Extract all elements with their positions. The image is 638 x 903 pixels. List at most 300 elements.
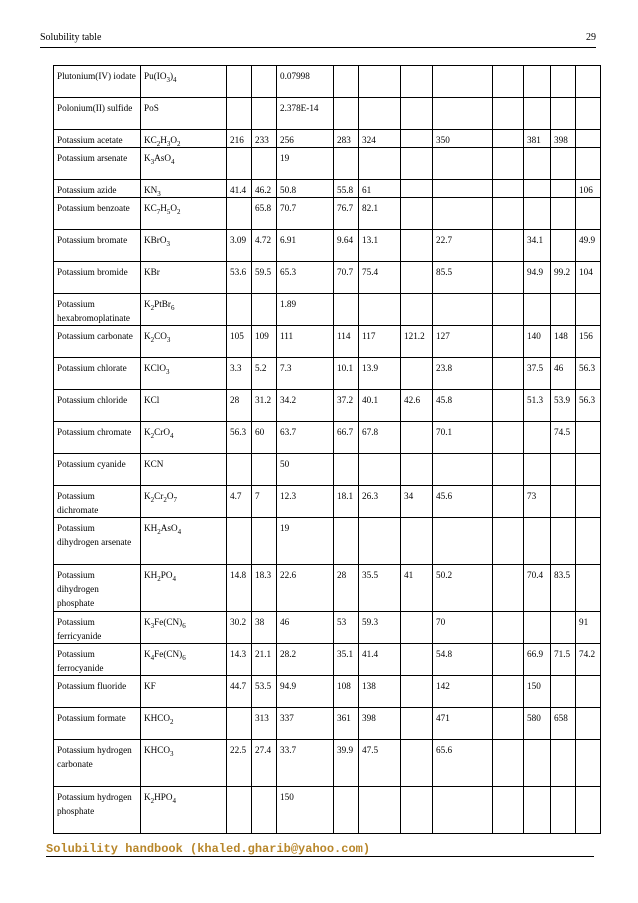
solubility-value (524, 740, 551, 787)
compound-formula (141, 644, 227, 676)
solubility-value: 71.5 (551, 644, 576, 676)
solubility-value (433, 148, 493, 180)
solubility-value: 233 (252, 130, 277, 148)
solubility-value (576, 676, 601, 708)
formula-subscript: 3 (170, 750, 174, 758)
solubility-value (334, 66, 359, 98)
solubility-value: 381 (524, 130, 551, 148)
solubility-value: 658 (551, 708, 576, 740)
solubility-value (334, 518, 359, 565)
formula-part: O (170, 135, 178, 145)
solubility-value: 54.8 (433, 644, 493, 676)
table-row (54, 230, 601, 262)
solubility-value: 34.1 (524, 230, 551, 262)
solubility-value (227, 148, 252, 180)
solubility-value (551, 676, 576, 708)
solubility-value (524, 66, 551, 98)
solubility-value (401, 180, 433, 198)
solubility-value (576, 740, 601, 787)
solubility-value (551, 98, 576, 130)
solubility-value (252, 148, 277, 180)
solubility-value (401, 230, 433, 262)
compound-formula (141, 708, 227, 740)
compound-name: Potassium ferricyanide (54, 612, 141, 644)
formula-part: K (144, 153, 151, 163)
solubility-value: 0.07998 (277, 66, 334, 98)
solubility-value (576, 198, 601, 230)
solubility-value (433, 198, 493, 230)
formula-subscript: 7 (173, 496, 177, 504)
solubility-value: 76.7 (334, 198, 359, 230)
solubility-value (334, 294, 359, 326)
solubility-value (493, 787, 524, 834)
solubility-value (551, 612, 576, 644)
formula-part: CrO (154, 427, 170, 437)
solubility-value (524, 198, 551, 230)
solubility-value: 70.7 (277, 198, 334, 230)
solubility-value (401, 676, 433, 708)
formula-subscript: 2 (177, 208, 181, 216)
compound-formula (141, 422, 227, 454)
solubility-value (227, 454, 252, 486)
compound-name: Potassium benzoate (54, 198, 141, 230)
solubility-value: 94.9 (524, 262, 551, 294)
formula-part: KBr (144, 267, 160, 277)
solubility-value: 10.1 (334, 358, 359, 390)
solubility-value: 138 (359, 676, 401, 708)
table-row (54, 708, 601, 740)
formula-part: Fe(CN) (154, 649, 183, 659)
compound-name: Potassium ferrocyanide (54, 644, 141, 676)
solubility-value (493, 644, 524, 676)
formula-part: Fe(CN) (154, 617, 183, 627)
solubility-value: 34.2 (277, 390, 334, 422)
solubility-value: 23.8 (433, 358, 493, 390)
solubility-value: 350 (433, 130, 493, 148)
formula-part: K (144, 299, 151, 309)
solubility-value: 580 (524, 708, 551, 740)
solubility-value (401, 708, 433, 740)
solubility-value (334, 98, 359, 130)
solubility-value (524, 518, 551, 565)
table-row (54, 66, 601, 98)
formula-part: KH (144, 523, 158, 533)
formula-subscript: 4 (177, 528, 182, 536)
compound-formula (141, 676, 227, 708)
solubility-value: 31.2 (252, 390, 277, 422)
solubility-value (576, 130, 601, 148)
solubility-value (401, 358, 433, 390)
solubility-value: 14.3 (227, 644, 252, 676)
formula-subscript: 4 (150, 654, 155, 662)
formula-part: KC (144, 135, 157, 145)
solubility-value: 37.2 (334, 390, 359, 422)
compound-name: Potassium cyanide (54, 454, 141, 486)
compound-formula (141, 326, 227, 358)
solubility-value (252, 294, 277, 326)
solubility-value (493, 130, 524, 148)
solubility-value: 74.2 (576, 644, 601, 676)
solubility-value: 21.1 (252, 644, 277, 676)
compound-formula (141, 198, 227, 230)
table-row (54, 787, 601, 834)
solubility-value (576, 486, 601, 518)
solubility-value: 9.64 (334, 230, 359, 262)
compound-name: Potassium chloride (54, 390, 141, 422)
solubility-value (433, 294, 493, 326)
solubility-value (227, 294, 252, 326)
formula-subscript: 4 (171, 158, 175, 166)
formula-part: AsO (160, 523, 178, 533)
compound-name: Potassium bromate (54, 230, 141, 262)
formula-subscript: 3 (166, 240, 170, 248)
formula-subscript: 4 (172, 575, 177, 583)
solubility-value (493, 230, 524, 262)
solubility-value: 70.7 (334, 262, 359, 294)
solubility-value: 1.89 (277, 294, 334, 326)
solubility-value: 156 (576, 326, 601, 358)
solubility-value: 49.9 (576, 230, 601, 262)
compound-formula (141, 294, 227, 326)
header-divider (40, 47, 596, 48)
compound-name: Potassium hydrogen phosphate (54, 787, 141, 834)
formula-subscript: 5 (166, 208, 171, 216)
solubility-value: 42.6 (401, 390, 433, 422)
solubility-value: 53 (334, 612, 359, 644)
solubility-value (227, 518, 252, 565)
solubility-value: 398 (359, 708, 401, 740)
compound-formula (141, 130, 227, 148)
solubility-value (493, 358, 524, 390)
solubility-value (493, 676, 524, 708)
solubility-value (227, 198, 252, 230)
solubility-value: 28.2 (277, 644, 334, 676)
solubility-value: 73 (524, 486, 551, 518)
solubility-value (401, 294, 433, 326)
solubility-value (493, 98, 524, 130)
compound-name: Potassium hydrogen carbonate (54, 740, 141, 787)
solubility-value: 46.2 (252, 180, 277, 198)
table-row (54, 390, 601, 422)
table-row (54, 326, 601, 358)
formula-subscript: 2 (157, 575, 161, 583)
solubility-value (493, 454, 524, 486)
formula-part: ) (169, 71, 174, 81)
solubility-value (359, 294, 401, 326)
solubility-value: 7 (252, 486, 277, 518)
solubility-value: 40.1 (359, 390, 401, 422)
solubility-value (359, 787, 401, 834)
solubility-value: 22.5 (227, 740, 252, 787)
solubility-value: 99.2 (551, 262, 576, 294)
formula-subscript: 2 (177, 140, 181, 148)
formula-subscript: 4 (169, 432, 174, 440)
solubility-value: 30.2 (227, 612, 252, 644)
solubility-value: 28 (334, 565, 359, 612)
solubility-value: 13.1 (359, 230, 401, 262)
formula-part: K (144, 792, 151, 802)
compound-name: Potassium dihydrogen phosphate (54, 565, 141, 612)
formula-part: K (144, 649, 151, 659)
solubility-value: 22.6 (277, 565, 334, 612)
solubility-value (493, 294, 524, 326)
solubility-value: 94.9 (277, 676, 334, 708)
solubility-value (401, 130, 433, 148)
solubility-value (433, 180, 493, 198)
compound-formula (141, 180, 227, 198)
solubility-value (493, 326, 524, 358)
solubility-value: 18.1 (334, 486, 359, 518)
solubility-value: 41.4 (359, 644, 401, 676)
formula-part: HPO (154, 792, 173, 802)
solubility-value: 65.3 (277, 262, 334, 294)
solubility-value (401, 66, 433, 98)
solubility-value: 361 (334, 708, 359, 740)
formula-part: O (170, 203, 178, 213)
formula-subscript: 3 (166, 336, 171, 344)
compound-name: Plutonium(IV) iodate (54, 66, 141, 98)
solubility-value: 35.1 (334, 644, 359, 676)
compound-name: Potassium chlorate (54, 358, 141, 390)
solubility-value (359, 98, 401, 130)
formula-part: KHCO (144, 713, 171, 723)
table-row (54, 454, 601, 486)
compound-formula (141, 358, 227, 390)
solubility-value: 14.8 (227, 565, 252, 612)
solubility-value (524, 148, 551, 180)
solubility-value (433, 518, 493, 565)
solubility-value (551, 230, 576, 262)
solubility-value: 56.3 (576, 358, 601, 390)
solubility-value (401, 787, 433, 834)
formula-part: K (144, 331, 151, 341)
compound-formula (141, 565, 227, 612)
footer-divider (46, 856, 594, 857)
solubility-value (252, 98, 277, 130)
formula-subscript: 2 (170, 718, 174, 726)
table-row (54, 565, 601, 612)
solubility-value (576, 708, 601, 740)
solubility-value (227, 787, 252, 834)
solubility-value: 35.5 (359, 565, 401, 612)
solubility-value (334, 148, 359, 180)
solubility-value: 60 (252, 422, 277, 454)
formula-part: Cr (154, 491, 164, 501)
footer-text: Solubility handbook (khaled.gharib@yahoo.com) (46, 842, 371, 856)
solubility-value (551, 148, 576, 180)
formula-part: PO (160, 570, 173, 580)
solubility-table (53, 65, 601, 834)
formula-part: H (160, 203, 167, 213)
solubility-value: 55.8 (334, 180, 359, 198)
compound-name: Potassium azide (54, 180, 141, 198)
solubility-value: 398 (551, 130, 576, 148)
compound-name: Potassium arsenate (54, 148, 141, 180)
solubility-value (401, 518, 433, 565)
solubility-value: 5.2 (252, 358, 277, 390)
solubility-value: 37.5 (524, 358, 551, 390)
solubility-value: 65.8 (252, 198, 277, 230)
solubility-value: 75.4 (359, 262, 401, 294)
formula-subscript: 4 (173, 76, 177, 84)
solubility-value (551, 518, 576, 565)
solubility-value (493, 148, 524, 180)
solubility-value: 67.8 (359, 422, 401, 454)
solubility-value (433, 66, 493, 98)
solubility-value (576, 66, 601, 98)
table-row (54, 612, 601, 644)
solubility-value: 313 (252, 708, 277, 740)
compound-formula (141, 486, 227, 518)
formula-part: KN (144, 185, 158, 195)
solubility-value: 256 (277, 130, 334, 148)
table-row (54, 130, 601, 148)
formula-part: Pu(IO (144, 71, 167, 81)
solubility-value (524, 180, 551, 198)
solubility-value (334, 454, 359, 486)
compound-name: Potassium chromate (54, 422, 141, 454)
solubility-value (524, 98, 551, 130)
formula-subscript: 4 (172, 797, 177, 805)
solubility-value: 38 (252, 612, 277, 644)
solubility-value: 85.5 (433, 262, 493, 294)
table-row (54, 294, 601, 326)
formula-subscript: 2 (150, 496, 155, 504)
solubility-value: 19 (277, 148, 334, 180)
solubility-value: 59.3 (359, 612, 401, 644)
compound-name: Potassium carbonate (54, 326, 141, 358)
solubility-value (433, 454, 493, 486)
solubility-value (551, 294, 576, 326)
page-header (40, 32, 596, 48)
solubility-value: 3.3 (227, 358, 252, 390)
formula-subscript: 7 (156, 208, 161, 216)
solubility-value: 337 (277, 708, 334, 740)
formula-part: O (166, 491, 174, 501)
solubility-value: 108 (334, 676, 359, 708)
formula-part: K (144, 491, 151, 501)
solubility-value: 216 (227, 130, 252, 148)
solubility-value: 46 (551, 358, 576, 390)
solubility-value: 50.8 (277, 180, 334, 198)
solubility-value (551, 486, 576, 518)
solubility-value (252, 787, 277, 834)
solubility-value: 26.3 (359, 486, 401, 518)
compound-formula (141, 230, 227, 262)
solubility-value: 3.09 (227, 230, 252, 262)
solubility-value: 104 (576, 262, 601, 294)
formula-subscript: 3 (165, 368, 170, 376)
solubility-value (551, 198, 576, 230)
header-title: Solubility table (40, 32, 102, 43)
solubility-value: 83.5 (551, 565, 576, 612)
solubility-value: 53.9 (551, 390, 576, 422)
solubility-value (576, 148, 601, 180)
solubility-value: 51.3 (524, 390, 551, 422)
solubility-value: 106 (576, 180, 601, 198)
solubility-value (227, 66, 252, 98)
formula-part: PoS (144, 103, 159, 113)
solubility-value: 27.4 (252, 740, 277, 787)
solubility-value (252, 454, 277, 486)
compound-name: Potassium fluoride (54, 676, 141, 708)
solubility-value (401, 98, 433, 130)
formula-part: KF (144, 681, 156, 691)
solubility-value: 471 (433, 708, 493, 740)
solubility-value (493, 262, 524, 294)
solubility-value: 111 (277, 326, 334, 358)
compound-name: Polonium(II) sulfide (54, 98, 141, 130)
table-row (54, 358, 601, 390)
solubility-value (524, 294, 551, 326)
solubility-value: 140 (524, 326, 551, 358)
compound-formula (141, 612, 227, 644)
solubility-value: 91 (576, 612, 601, 644)
compound-name: Potassium formate (54, 708, 141, 740)
formula-part: K (144, 427, 151, 437)
formula-subscript: 2 (150, 304, 155, 312)
solubility-value: 109 (252, 326, 277, 358)
solubility-value (576, 565, 601, 612)
solubility-value: 142 (433, 676, 493, 708)
compound-formula (141, 98, 227, 130)
solubility-value: 56.3 (227, 422, 252, 454)
solubility-value: 105 (227, 326, 252, 358)
solubility-value: 6.91 (277, 230, 334, 262)
solubility-value (227, 708, 252, 740)
solubility-value: 50 (277, 454, 334, 486)
solubility-value (493, 486, 524, 518)
formula-part: KCl (144, 395, 160, 405)
solubility-value: 70 (433, 612, 493, 644)
solubility-value: 74.5 (551, 422, 576, 454)
solubility-value: 150 (277, 787, 334, 834)
formula-subscript: 3 (166, 76, 170, 84)
solubility-value (493, 422, 524, 454)
formula-part: H (160, 135, 167, 145)
solubility-value (524, 422, 551, 454)
compound-formula (141, 740, 227, 787)
table-row (54, 518, 601, 565)
solubility-value: 28 (227, 390, 252, 422)
solubility-value (401, 422, 433, 454)
solubility-value (401, 148, 433, 180)
table-row (54, 262, 601, 294)
solubility-value: 39.9 (334, 740, 359, 787)
formula-subscript: 6 (182, 654, 186, 662)
solubility-value: 70.1 (433, 422, 493, 454)
compound-formula (141, 787, 227, 834)
solubility-value: 117 (359, 326, 401, 358)
solubility-value: 18.3 (252, 565, 277, 612)
compound-formula (141, 66, 227, 98)
page-number: 29 (586, 32, 596, 43)
solubility-value: 45.6 (433, 486, 493, 518)
formula-part: AsO (154, 153, 171, 163)
table-row (54, 644, 601, 676)
formula-subscript: 3 (150, 158, 155, 166)
solubility-value (493, 198, 524, 230)
solubility-value (551, 66, 576, 98)
solubility-value: 4.7 (227, 486, 252, 518)
formula-part: KHCO (144, 745, 171, 755)
solubility-value: 34 (401, 486, 433, 518)
formula-subscript: 2 (150, 432, 155, 440)
solubility-value (401, 644, 433, 676)
solubility-value (576, 294, 601, 326)
solubility-value (227, 98, 252, 130)
table-row (54, 198, 601, 230)
